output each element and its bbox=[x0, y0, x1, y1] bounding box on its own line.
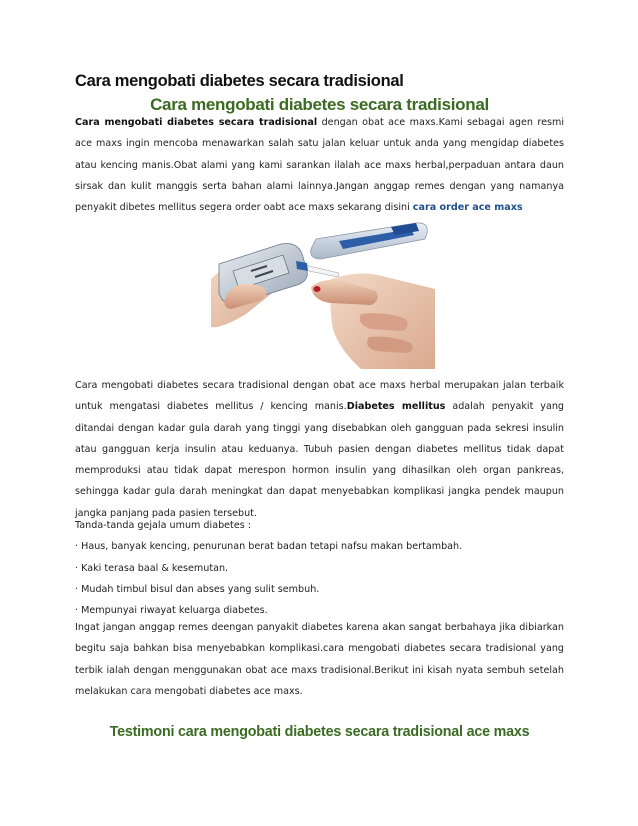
document-title: Cara mengobati diabetes secara tradisional bbox=[75, 72, 404, 90]
warning-paragraph: Ingat jangan anggap remes deengan panyakit diabetes karena akan sangat berbahaya jika dibiarkan begitu saja bahkan bisa menyebabkan komplikasi.cara mengobati diabetes secara tradisional yang terbik ialah dengan menggunakan obat ace maxs tradisional.Berikut ini kisah nyata sembuh setelah melakukan cara mengobati diabetes ace maxs. bbox=[75, 622, 564, 697]
symptom-item: · Kaki terasa baal & kesemutan. bbox=[75, 562, 229, 574]
description-text-before: Cara mengobati diabetes secara tradisional dengan obat ace maxs herbal merupakan jalan terbaik untuk mengatasi diabetes mellitus / kencing manis. bbox=[75, 380, 564, 413]
order-link[interactable]: cara order ace maxs bbox=[412, 202, 523, 214]
diabetes-mellitus-bold: Diabetes mellitus bbox=[346, 401, 446, 413]
glucose-meter-photo bbox=[211, 219, 435, 369]
intro-bold-lead: Cara mengobati diabetes secara tradisional bbox=[75, 117, 318, 128]
description-text-after: adalah penyakit yang ditandai dengan kadar gula darah yang tinggi yang disebabkan oleh gangguan pada sekresi insulin atau gangguan kerja insulin atau keduanya. Tubuh pasien dengan diabetes mellitus tidak dapat memproduksi atau tidak dapat merespon hormon insulin yang dihasilkan oleh organ pankreas, sehingga kadar gula darah meningkat dan dapat menyebabkan komplikasi jangka pendek maupun jangka panjang pada pasien tersebut. bbox=[75, 401, 565, 519]
intro-paragraph bbox=[75, 112, 564, 218]
symptom-item: · Haus, banyak kencing, penurunan berat badan tetapi nafsu makan bertambah. bbox=[75, 541, 463, 553]
symptoms-heading: Tanda-tanda gejala umum diabetes : bbox=[75, 520, 252, 531]
testimoni-heading: Testimoni cara mengobati diabetes secara tradisional ace maxs bbox=[109, 724, 530, 740]
article-heading: Cara mengobati diabetes secara tradisional bbox=[150, 95, 489, 114]
intro-text: dengan obat ace maxs.Kami sebagai agen resmi ace maxs ingin mencoba menawarkan salah satu jalan keluar untuk anda yang mengidap diabetes atau kencing manis.Obat alami yang kami sarankan ilalah ace maxs herbal,perpaduan antara daun sirsak dan kulit manggis serta bahan alami lainnya.Jangan anggap remes dengan yang namanya penyakit dibetes mellitus segera order oabt ace maxs sekarang disini bbox=[75, 117, 565, 214]
diabetes-description-paragraph bbox=[75, 375, 564, 524]
symptoms-section bbox=[75, 515, 564, 621]
symptom-item: · Mudah timbul bisul dan abses yang sulit sembuh. bbox=[75, 583, 320, 595]
symptom-item: · Mempunyai riwayat keluarga diabetes. bbox=[75, 605, 268, 617]
